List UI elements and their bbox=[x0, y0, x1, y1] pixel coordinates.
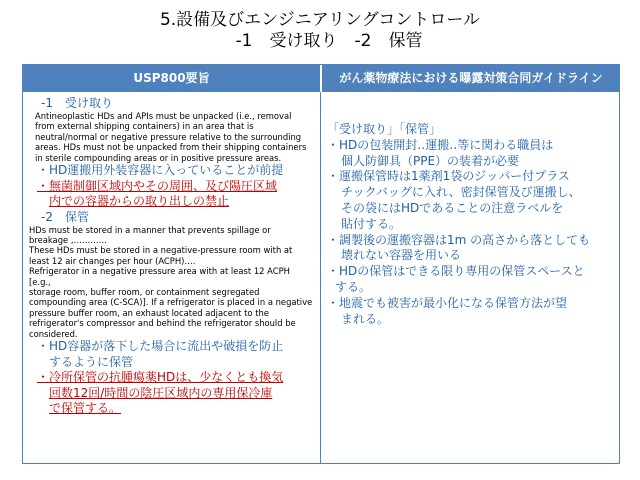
guideline-item-earthquake bbox=[327, 296, 613, 328]
text-line: refrigerator's compressor and behind the refrigerator should be bbox=[29, 318, 296, 329]
item-line: ・地震でも被害が最小化になる保管方法が望 bbox=[327, 295, 568, 310]
text-line: neutral/normal or negative pressure relative to the surrounding bbox=[35, 131, 302, 142]
bullet-line: ・無菌制御区域内やその周囲、及び陽圧区域 bbox=[37, 178, 278, 193]
bullet-line: 回数12回/時間の陰圧区域内の専用保冷庫 bbox=[49, 385, 273, 400]
text-line: from external shipping containers) in an area that is bbox=[35, 121, 254, 132]
item-line: ・調製後の運搬容器は1m の高さから落としても bbox=[327, 232, 591, 247]
text-line: Refrigerator in a negative pressure area with at least 12 ACPH [e.g., bbox=[29, 266, 290, 287]
title-line-1: 5.設備及びエンジニアリングコントロール bbox=[159, 10, 481, 30]
text-line: pressure buffer room, an exhaust located adjacent to the bbox=[29, 307, 269, 318]
usp800-column bbox=[23, 92, 321, 463]
item-line: 貼付する。 bbox=[341, 216, 402, 231]
item-line: 壊れない容器を用いる bbox=[341, 248, 462, 263]
bullet-line: で保管する。 bbox=[49, 401, 122, 415]
text-line: least 12 air changes per hour (ACPH)…. bbox=[29, 255, 196, 266]
header-guideline: がん薬物療法における曝露対策合同ガイドライン bbox=[321, 65, 620, 92]
text-line: These HDs must be stored in a negative-pressure room with at bbox=[29, 245, 293, 256]
item-line: まれる。 bbox=[341, 311, 390, 326]
text-line: storage room, buffer room, or containment segregated bbox=[29, 286, 260, 297]
storage-text bbox=[29, 225, 314, 339]
guideline-column bbox=[321, 92, 619, 463]
item-line: ・HDの保管はできる限り専用の保管スペースと bbox=[327, 264, 585, 279]
comparison-table bbox=[22, 64, 620, 464]
bullet-line: ・HD容器が落下した場合に流出や破損を防止 bbox=[37, 339, 284, 353]
text-line: areas. HDs must not be unpacked from their shipping containers bbox=[35, 142, 307, 153]
text-line: breakage ,………… bbox=[29, 234, 107, 245]
bullet-line: 内での容器からの取り出しの禁止 bbox=[49, 194, 230, 209]
text-line: in sterile compounding areas or in positive pressure areas. bbox=[35, 152, 282, 163]
text-line: compounding area (C-SCA)]. If a refrigerator is placed in a negative bbox=[29, 297, 313, 308]
item-line: 個人防御具（PPE）の装着が必要 bbox=[341, 153, 520, 168]
slide-title bbox=[0, 10, 640, 52]
item-line: ・運搬保管時は1薬剤1袋のジッパー付プラス bbox=[327, 169, 570, 184]
header-usp800: USP800要旨 bbox=[23, 65, 320, 92]
title-line-2: -1 受け取り -2 保管 bbox=[235, 31, 423, 51]
text-line: HDs must be stored in a manner that prevents spillage or bbox=[29, 224, 271, 235]
guideline-item-storage-space bbox=[327, 264, 613, 296]
item-line: チックバッグに入れ、密封保管及び運搬し、 bbox=[341, 185, 581, 200]
receiving-text bbox=[29, 111, 314, 163]
bullet-line: ・冷所保管の抗腫瘍薬HDは、少なくとも換気 bbox=[37, 370, 284, 384]
guideline-heading: 「受け取り」「保管」 bbox=[327, 122, 442, 136]
section-receiving: -1 受け取り bbox=[41, 96, 113, 110]
bullet-unpack-prohibition bbox=[29, 179, 314, 210]
item-line: する。 bbox=[335, 279, 372, 294]
bullet-line: するように保管 bbox=[49, 354, 134, 369]
text-line: Antineoplastic HDs and APIs must be unpacked (i.e., removal bbox=[35, 111, 292, 121]
item-line: その袋にはHDであることの注意ラベルを bbox=[341, 200, 564, 215]
guideline-item-bag bbox=[327, 169, 613, 232]
section-storage: -2 保管 bbox=[41, 209, 89, 224]
item-line: ・HDの包装開封‥運搬‥等に関わる職員は bbox=[327, 137, 554, 152]
guideline-item-container bbox=[327, 233, 613, 265]
guideline-item-ppe bbox=[327, 138, 613, 170]
text-line: considered. bbox=[29, 328, 78, 339]
bullet-spill-prevention bbox=[29, 339, 314, 370]
bullet-receiving-premise: ・HD運搬用外装容器に入っていることが前提 bbox=[37, 163, 284, 178]
bullet-cold-storage bbox=[29, 370, 314, 417]
